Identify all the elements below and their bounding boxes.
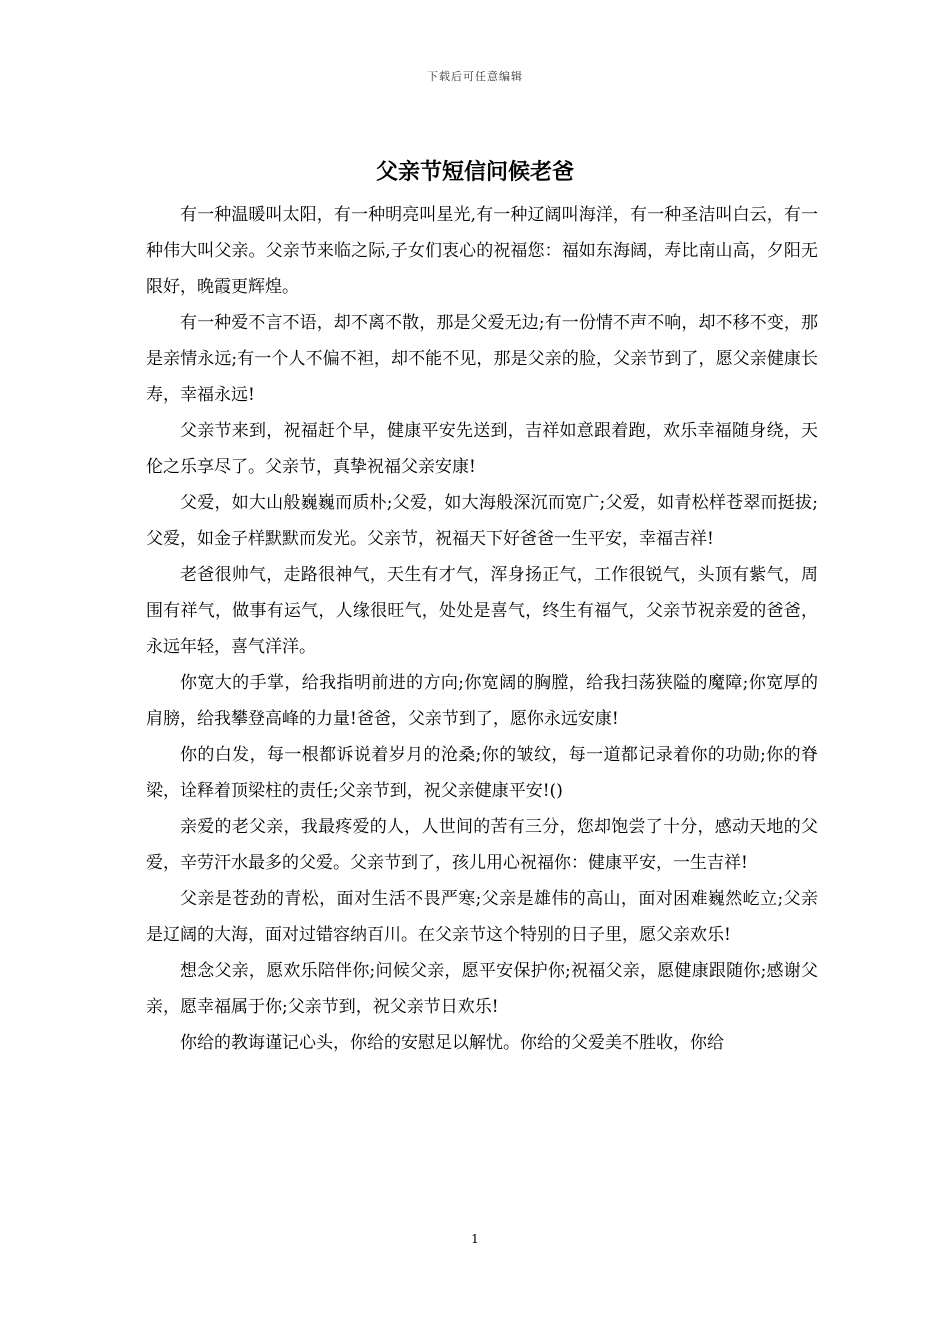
page-number: 1 xyxy=(471,1232,479,1246)
paragraph-1: 有一种温暖叫太阳，有一种明亮叫星光,有一种辽阔叫海洋，有一种圣洁叫白云，有一种伟大叫父亲。父亲节来临之际,子女们衷心的祝福您：福如东海阔，寿比南山高，夕阳无限好，晚霞更辉煌。 xyxy=(146,205,818,297)
header-note: 下载后可任意编辑 xyxy=(427,70,523,83)
paragraph-9: 父亲是苍劲的青松，面对生活不畏严寒;父亲是雄伟的高山，面对困难巍然屹立;父亲是辽阔的大海，面对过错容纳百川。在父亲节这个特别的日子里，愿父亲欢乐! xyxy=(146,889,818,945)
paragraph-11: 你给的教诲谨记心头，你给的安慰足以解忧。你给的父爱美不胜收，你给 xyxy=(180,1033,724,1053)
paragraph-6: 你宽大的手掌，给我指明前进的方向;你宽阔的胸膛，给我扫荡狭隘的魔障;你宽厚的肩膀，给我攀登高峰的力量!爸爸，父亲节到了，愿你永远安康! xyxy=(146,673,818,729)
document-title: 父亲节短信问候老爸 xyxy=(375,160,574,185)
paragraph-2: 有一种爱不言不语，却不离不散，那是父爱无边;有一份情不声不响，却不移不变，那是亲情永远;有一个人不偏不袒，却不能不见，那是父亲的脸，父亲节到了，愿父亲健康长寿，幸福永远! xyxy=(146,313,818,405)
paragraph-10: 想念父亲，愿欢乐陪伴你;问候父亲，愿平安保护你;祝福父亲，愿健康跟随你;感谢父亲，愿幸福属于你;父亲节到，祝父亲节日欢乐! xyxy=(146,961,818,1017)
paragraph-7: 你的白发，每一根都诉说着岁月的沧桑;你的皱纹，每一道都记录着你的功勋;你的脊梁，诠释着顶梁柱的责任;父亲节到，祝父亲健康平安!() xyxy=(146,745,818,801)
paragraph-8: 亲爱的老父亲，我最疼爱的人，人世间的苦有三分，您却饱尝了十分，感动天地的父爱，辛劳汗水最多的父爱。父亲节到了，孩儿用心祝福你：健康平安，一生吉祥! xyxy=(146,817,818,873)
document-body xyxy=(146,197,818,1061)
paragraph-5: 老爸很帅气，走路很神气，天生有才气，浑身扬正气，工作很锐气，头顶有紫气，周围有祥气，做事有运气，人缘很旺气，处处是喜气，终生有福气，父亲节祝亲爱的爸爸，永远年轻，喜气洋洋。 xyxy=(146,565,818,657)
paragraph-3: 父亲节来到，祝福赶个早，健康平安先送到，吉祥如意跟着跑，欢乐幸福随身绕，天伦之乐享尽了。父亲节，真挚祝福父亲安康! xyxy=(146,421,818,477)
paragraph-4: 父爱，如大山般巍巍而质朴;父爱，如大海般深沉而宽广;父爱，如青松样苍翠而挺拔;父爱，如金子样默默而发光。父亲节，祝福天下好爸爸一生平安，幸福吉祥! xyxy=(146,493,818,549)
